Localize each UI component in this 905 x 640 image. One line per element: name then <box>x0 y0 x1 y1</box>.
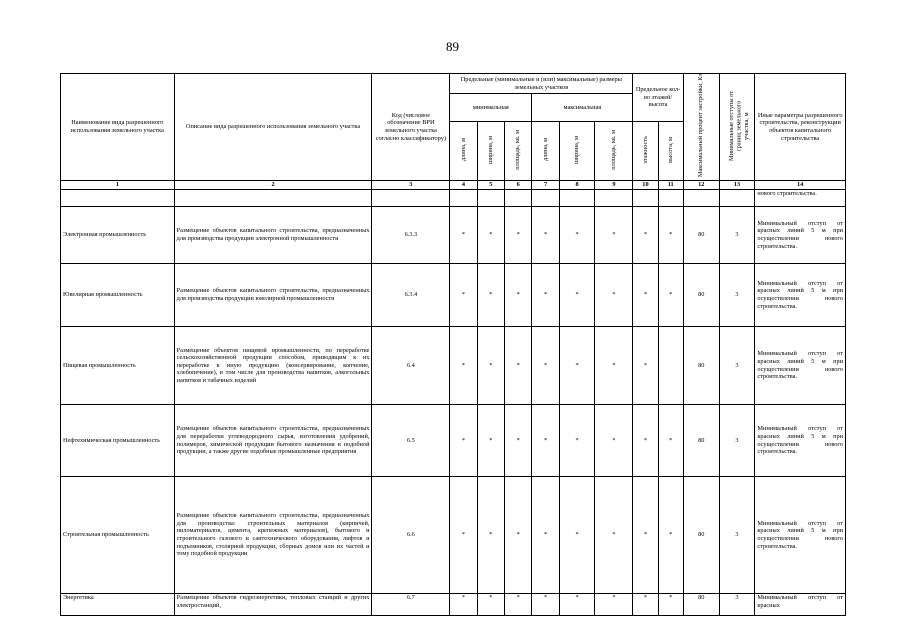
table-row <box>61 327 846 405</box>
column-number: 5 <box>477 181 504 190</box>
land-use-code: 6.7 <box>372 594 450 616</box>
parameter-cell: * <box>532 405 559 477</box>
min-setback-value: 3 <box>719 207 755 264</box>
parameter-cell: * <box>658 207 683 264</box>
land-use-name: Энергетика <box>61 594 175 616</box>
column-number: 8 <box>559 181 595 190</box>
column-number: 2 <box>174 181 372 190</box>
parameter-cell: * <box>532 477 559 594</box>
land-use-description: Размещение объектов капитального строительства, предназначенных для производства продукции ювелирной промышленности <box>174 264 372 327</box>
parameter-cell: * <box>505 327 532 405</box>
column-number: 6 <box>505 181 532 190</box>
parameter-cell: * <box>595 405 633 477</box>
parameter-cell: * <box>532 207 559 264</box>
land-use-table <box>60 73 846 616</box>
min-setback-value: 3 <box>719 405 755 477</box>
parameter-cell: * <box>532 594 559 616</box>
parameter-cell: * <box>633 477 658 594</box>
max-percent-value: 80 <box>683 327 719 405</box>
parameter-cell: * <box>559 207 595 264</box>
min-setback-value: 3 <box>719 477 755 594</box>
parameter-cell: * <box>633 264 658 327</box>
parameter-cell: * <box>658 594 683 616</box>
continuation-text: нового строительства. <box>755 190 846 207</box>
parameter-cell: * <box>505 594 532 616</box>
header-floors: этажность <box>633 122 658 181</box>
table-row <box>61 264 846 327</box>
header-max-percent: Максимальный процент застройки, Кз <box>683 74 719 181</box>
parameter-cell: * <box>450 264 477 327</box>
column-number: 14 <box>755 181 846 190</box>
header-maximal: максимальная <box>532 94 633 122</box>
header-min-length: длина, м <box>450 122 477 181</box>
land-use-description: Размещение объектов пищевой промышленности, по переработке сельскохозяйственной продукции способом, приводящим к их переработке в иную продукцию (консервирование, копчение, хлебопечение), в том числе для производства напитков, алкогольных напитков и табачных изделий <box>174 327 372 405</box>
parameter-cell: * <box>633 327 658 405</box>
min-setback-value: 3 <box>719 264 755 327</box>
parameter-cell: * <box>658 477 683 594</box>
land-use-name: Нефтехимическая промышленность <box>61 405 175 477</box>
min-setback-value: 3 <box>719 327 755 405</box>
parameter-cell: * <box>450 327 477 405</box>
column-number: 13 <box>719 181 755 190</box>
table-body <box>61 190 846 616</box>
land-use-code: 6.3.3 <box>372 207 450 264</box>
header-height: высота, м <box>658 122 683 181</box>
parameter-cell: * <box>505 405 532 477</box>
parameter-cell: * <box>450 477 477 594</box>
parameter-cell: * <box>477 405 504 477</box>
parameter-cell: * <box>505 264 532 327</box>
parameter-cell: * <box>658 264 683 327</box>
column-number: 7 <box>532 181 559 190</box>
header-min-width: ширина, м <box>477 122 504 181</box>
table-row <box>61 405 846 477</box>
table-row <box>61 207 846 264</box>
header-max-width: ширина, м <box>559 122 595 181</box>
parameter-cell: * <box>450 594 477 616</box>
land-use-code: 6.3.4 <box>372 264 450 327</box>
max-percent-value: 80 <box>683 477 719 594</box>
column-number: 11 <box>658 181 683 190</box>
header-min-setback: Минимальные отступы от границ земельного участка, м <box>719 74 755 181</box>
max-percent-value: 80 <box>683 594 719 616</box>
header-other: Иные параметры разрешенного строительства, реконструкции объектов капитального строительства <box>755 74 846 181</box>
parameter-cell: * <box>532 327 559 405</box>
other-parameters: Минимальный отступ от красных <box>755 594 846 616</box>
land-use-name: Электронная промышленность <box>61 207 175 264</box>
land-use-code: 6.5 <box>372 405 450 477</box>
max-percent-value: 80 <box>683 264 719 327</box>
land-use-description: Размещение объектов капитального строительства, предназначенных для производства продукции электронной промышленности <box>174 207 372 264</box>
header-name: Наименование вида разрешенного использования земельного участка <box>61 74 175 181</box>
parameter-cell: * <box>559 477 595 594</box>
column-numbers-row <box>61 181 846 190</box>
parameter-cell: * <box>633 207 658 264</box>
parameter-cell: * <box>477 477 504 594</box>
parameter-cell: * <box>633 594 658 616</box>
land-use-description: Размещение объектов гидроэнергетики, тепловых станций и других электростанций, <box>174 594 372 616</box>
parameter-cell: * <box>633 405 658 477</box>
header-minimal: минимальная <box>450 94 532 122</box>
parameter-cell: * <box>532 264 559 327</box>
parameter-cell: * <box>477 327 504 405</box>
parameter-cell: * <box>477 594 504 616</box>
column-number: 4 <box>450 181 477 190</box>
parameter-cell: * <box>505 477 532 594</box>
header-max-area: площадь, кв. м <box>595 122 633 181</box>
table-row <box>61 594 846 616</box>
column-number: 9 <box>595 181 633 190</box>
column-number: 1 <box>61 181 175 190</box>
table-header <box>61 74 846 190</box>
parameter-cell: * <box>559 264 595 327</box>
continuation-row <box>61 190 846 207</box>
max-percent-value: 80 <box>683 405 719 477</box>
parameter-cell: * <box>595 264 633 327</box>
parameter-cell: * <box>559 594 595 616</box>
parameter-cell: * <box>559 405 595 477</box>
parameter-cell: * <box>595 594 633 616</box>
header-description: Описание вида разрешенного использования земельного участка <box>174 74 372 181</box>
table-row <box>61 477 846 594</box>
land-use-description: Размещение объектов капитального строительства, предназначенных для производства: строительных материалов (кирпичей, пиломатериалов, цемента, крепежных материалов), бытового и строительного газового и сантехнического оборудования, лифтов и подъемников, столярной продукции, сборных домов или их частей и тому подобной продукции <box>174 477 372 594</box>
parameter-cell: * <box>559 327 595 405</box>
land-use-name: Ювелирная промышленность <box>61 264 175 327</box>
parameter-cell: * <box>595 207 633 264</box>
parameter-cell: * <box>450 405 477 477</box>
parameter-cell: * <box>477 207 504 264</box>
column-number: 3 <box>372 181 450 190</box>
max-percent-value: 80 <box>683 207 719 264</box>
parameter-cell: * <box>658 405 683 477</box>
other-parameters: Минимальный отступ от красных линий 5 м при осуществлении нового строительства. <box>755 327 846 405</box>
header-code: Код (числовое обозначение ВРИ земельного участка согласно классификатору) <box>372 74 450 181</box>
parameter-cell: * <box>477 264 504 327</box>
parameter-cell <box>658 327 683 405</box>
other-parameters: Минимальный отступ от красных линий 5 м при осуществлении нового строительства. <box>755 405 846 477</box>
header-max-length: длина, м <box>532 122 559 181</box>
header-limits: Предельные (минимальные и (или) максимальные) размеры земельных участков <box>450 74 633 94</box>
column-number: 10 <box>633 181 658 190</box>
column-number: 12 <box>683 181 719 190</box>
min-setback-value: 3 <box>719 594 755 616</box>
parameter-cell: * <box>505 207 532 264</box>
page-number: 89 <box>446 39 459 54</box>
other-parameters: Минимальный отступ от красных линий 5 м при осуществлении нового строительства. <box>755 207 846 264</box>
parameter-cell: * <box>595 327 633 405</box>
land-use-code: 6.4 <box>372 327 450 405</box>
header-min-area: площадь, кв. м <box>505 122 532 181</box>
parameter-cell: * <box>450 207 477 264</box>
land-use-name: Строительная промышленность <box>61 477 175 594</box>
other-parameters: Минимальный отступ от красных линий 5 м при осуществлении нового строительства. <box>755 264 846 327</box>
land-use-name: Пищевая промышленность <box>61 327 175 405</box>
parameter-cell: * <box>595 477 633 594</box>
land-use-description: Размещение объектов капитального строительства, предназначенных для переработки углеводородного сырья, изготовления удобрений, полимеров, химической продукции бытового назначения и подобной продукции, а также другие подобные промышленные предприятия <box>174 405 372 477</box>
header-floors-group: Предельное кол-во этажей/ высота <box>633 74 684 122</box>
other-parameters: Минимальный отступ от красных линий 5 м при осуществлении нового строительства. <box>755 477 846 594</box>
land-use-code: 6.6 <box>372 477 450 594</box>
